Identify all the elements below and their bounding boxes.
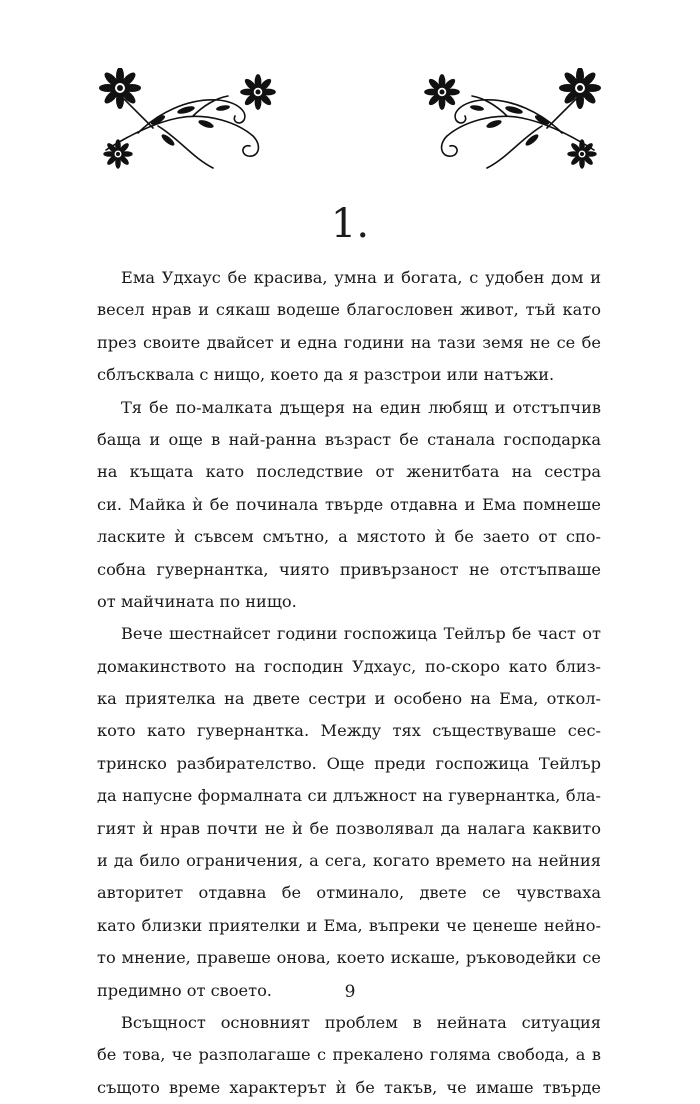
text-line: си. Майка ѝ бе починала твърде отдавна и Ема помнеше	[97, 494, 601, 514]
floral-ornament-right	[412, 68, 602, 173]
text-line: то мнение, правеше онова, което искаше, ръководейки се	[97, 948, 601, 968]
text-line: Всъщност основният проблем в нейната ситуация	[121, 1012, 601, 1032]
text-line: гият ѝ нрав почти не ѝ бе позволявал да налага каквито	[97, 818, 601, 838]
text-line: кото като гувернантка. Между тях съществуваше сес-	[97, 721, 601, 741]
text-line: да напусне формалната си длъжност на гувернантка, бла-	[97, 786, 601, 806]
chapter-number: 1.	[330, 201, 370, 247]
text-line: Ема Удхаус бе красива, умна и богата, с удобен дом и	[121, 268, 601, 287]
text-line: авторитет отдавна бе отминало, двете се чувстваха	[97, 883, 601, 903]
text-line: и да било ограничения, а сега, когато времето на нейния	[97, 851, 601, 871]
page-number: 9	[344, 982, 356, 1002]
text-line: от майчината по нищо.	[97, 591, 297, 611]
text-line: на къщата като последствие от женитбата на сестра	[97, 462, 601, 482]
text-line: ласките ѝ съвсем смътно, а мястото ѝ бе заето от спо-	[97, 527, 601, 547]
text-line: същото време характерът ѝ бе такъв, че имаше твърде	[97, 1077, 601, 1097]
body-text	[97, 262, 601, 1104]
text-line: предимно от своето.	[97, 980, 272, 1000]
text-line: ка приятелка на двете сестри и особено на Ема, откол-	[97, 689, 601, 709]
text-line: Вече шестнайсет години госпожица Тейлър бе част от	[121, 624, 601, 644]
text-line: Тя бе по-малката дъщеря на един любящ и отстъпчив	[121, 397, 601, 417]
text-line: баща и още в най-ранна възраст бе станала господарка	[97, 429, 601, 449]
text-line: като близки приятелки и Ема, въпреки че ценеше нейно-	[97, 915, 601, 935]
text-line: бе това, че разполагаше с прекалено голяма свобода, а в	[97, 1045, 601, 1065]
text-line: тринско разбирателство. Още преди госпожица Тейлър	[97, 753, 601, 773]
text-line: през своите двайсет и една години на тази земя не се бе	[97, 332, 601, 352]
text-line: домакинството на господин Удхаус, по-скоро като близ-	[97, 656, 601, 676]
floral-ornament-left	[98, 68, 288, 173]
text-line: сблъсквала с нищо, което да я разстрои или натъжи.	[97, 365, 555, 385]
text-line: весел нрав и сякаш водеше благословен живот, тъй като	[97, 300, 601, 320]
text-line: собна гувернантка, чиято привързаност не отстъпваше	[97, 559, 601, 579]
